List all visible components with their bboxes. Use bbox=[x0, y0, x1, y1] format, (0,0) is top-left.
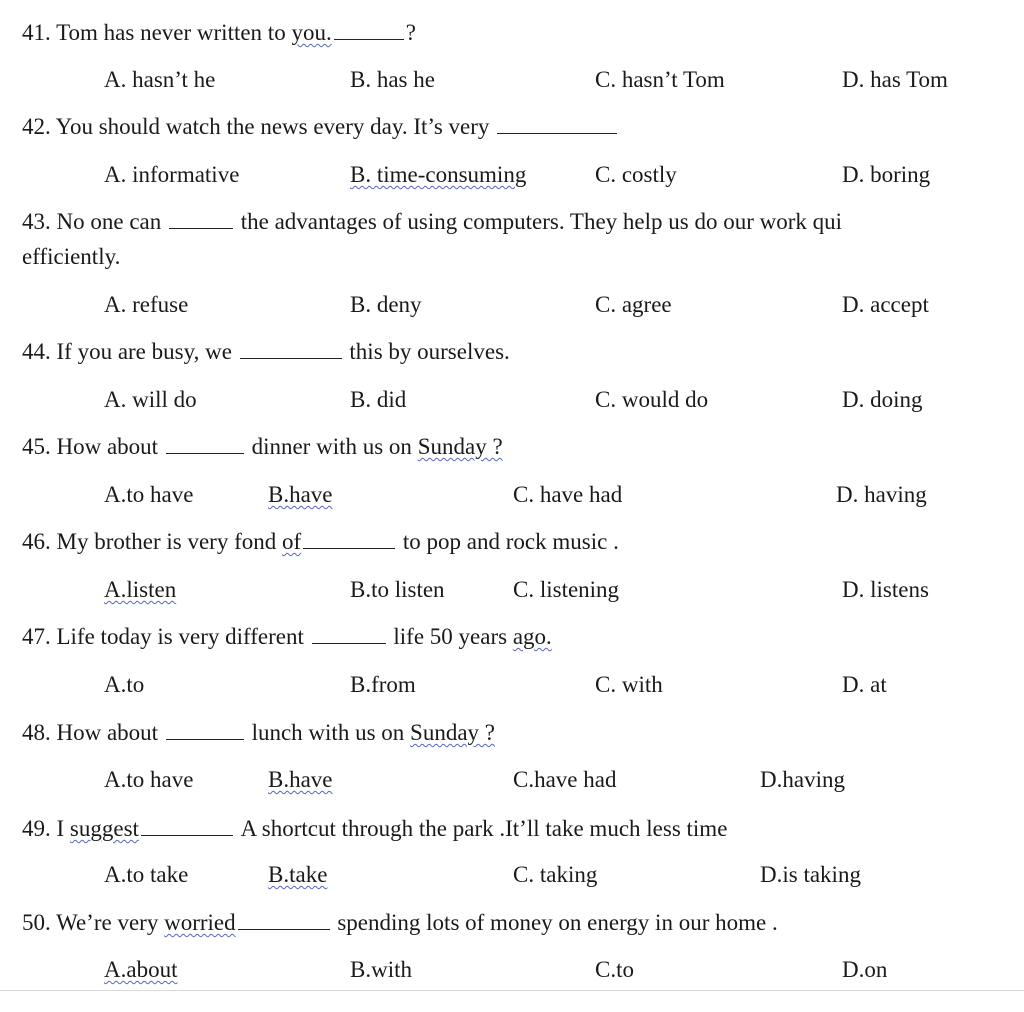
question-text: this by ourselves. bbox=[349, 339, 510, 364]
question-48 bbox=[22, 718, 495, 748]
option-d[interactable]: D.on bbox=[842, 957, 888, 982]
option-b[interactable]: B. did bbox=[350, 387, 407, 412]
option-c[interactable]: C. taking bbox=[513, 862, 598, 887]
question-42 bbox=[22, 112, 619, 142]
question-text: We’re very bbox=[56, 910, 165, 935]
option-c[interactable]: C. hasn’t Tom bbox=[595, 67, 725, 92]
question-number: 44. bbox=[22, 339, 51, 364]
option-b[interactable]: B.with bbox=[350, 957, 412, 982]
answer-blank[interactable] bbox=[166, 433, 244, 454]
option-b[interactable]: B.have bbox=[268, 767, 333, 792]
question-number: 41. bbox=[22, 20, 51, 45]
answer-blank[interactable] bbox=[141, 815, 233, 836]
question-text: dinner with us on bbox=[251, 434, 418, 459]
option-c[interactable]: C. with bbox=[595, 672, 663, 697]
question-text: worried bbox=[164, 910, 236, 935]
question-43 bbox=[22, 207, 842, 237]
question-number: 47. bbox=[22, 624, 51, 649]
option-d[interactable]: D. doing bbox=[842, 387, 923, 412]
option-d[interactable]: D. at bbox=[842, 672, 887, 697]
answer-blank[interactable] bbox=[497, 113, 617, 134]
question-text: A shortcut through the park .It’ll take much less time bbox=[240, 816, 728, 841]
question-text: Tom has never written to bbox=[56, 20, 292, 45]
question-text: My brother is very fond bbox=[56, 529, 282, 554]
question-44 bbox=[22, 337, 510, 367]
option-a[interactable]: A.to bbox=[104, 672, 145, 697]
question-number: 49. bbox=[22, 816, 51, 841]
question-49 bbox=[22, 814, 727, 844]
option-d[interactable]: D.having bbox=[760, 767, 845, 792]
option-a[interactable]: A.to take bbox=[104, 862, 189, 887]
option-b[interactable]: B.to listen bbox=[350, 577, 445, 602]
question-number: 43. bbox=[22, 209, 51, 234]
question-text: life 50 years bbox=[393, 624, 513, 649]
question-text: suggest bbox=[69, 816, 139, 841]
question-text: of bbox=[282, 529, 302, 554]
option-d[interactable]: D. having bbox=[836, 482, 927, 507]
option-a[interactable]: A.listen bbox=[104, 577, 177, 602]
option-c[interactable]: C. agree bbox=[595, 292, 672, 317]
question-45 bbox=[22, 432, 503, 462]
question-text: You should watch the news every day. It’s very bbox=[55, 114, 496, 139]
page-bottom-divider bbox=[0, 990, 1024, 991]
question-text: ago. bbox=[512, 624, 552, 649]
option-c[interactable]: C. would do bbox=[595, 387, 709, 412]
option-b[interactable]: B.from bbox=[350, 672, 416, 697]
option-c[interactable]: C.to bbox=[595, 957, 634, 982]
question-continuation: efficiently. bbox=[22, 244, 121, 269]
question-text: Sunday ? bbox=[417, 434, 503, 459]
option-d[interactable]: D.is taking bbox=[760, 862, 861, 887]
answer-blank[interactable] bbox=[169, 208, 233, 229]
option-a[interactable]: A. hasn’t he bbox=[104, 67, 216, 92]
question-text: How about bbox=[56, 720, 164, 745]
option-a[interactable]: A.about bbox=[104, 957, 178, 982]
option-d[interactable]: D. boring bbox=[842, 162, 931, 187]
question-text: you. bbox=[291, 20, 332, 45]
option-b[interactable]: B. deny bbox=[350, 292, 422, 317]
question-text: to pop and rock music . bbox=[402, 529, 619, 554]
option-d[interactable]: D. accept bbox=[842, 292, 929, 317]
answer-blank[interactable] bbox=[334, 19, 404, 40]
question-50 bbox=[22, 908, 778, 938]
answer-blank[interactable] bbox=[166, 719, 244, 740]
option-b[interactable]: B. time-consuming bbox=[350, 162, 527, 187]
option-d[interactable]: D. listens bbox=[842, 577, 929, 602]
question-47 bbox=[22, 622, 552, 652]
option-c[interactable]: C.have had bbox=[513, 767, 617, 792]
option-b[interactable]: B.take bbox=[268, 862, 328, 887]
option-a[interactable]: A. will do bbox=[104, 387, 197, 412]
option-a[interactable]: A. refuse bbox=[104, 292, 189, 317]
question-number: 45. bbox=[22, 434, 51, 459]
question-number: 48. bbox=[22, 720, 51, 745]
option-b[interactable]: B. has he bbox=[350, 67, 435, 92]
answer-blank[interactable] bbox=[240, 338, 342, 359]
question-text: Life today is very different bbox=[56, 624, 310, 649]
answer-blank[interactable] bbox=[238, 909, 330, 930]
question-text: How about bbox=[56, 434, 164, 459]
question-text: lunch with us on bbox=[251, 720, 411, 745]
option-b[interactable]: B.have bbox=[268, 482, 333, 507]
option-c[interactable]: C. have had bbox=[513, 482, 623, 507]
question-46 bbox=[22, 527, 619, 557]
question-text: No one can bbox=[56, 209, 167, 234]
answer-blank[interactable] bbox=[303, 528, 395, 549]
option-a[interactable]: A.to have bbox=[104, 482, 194, 507]
option-a[interactable]: A.to have bbox=[104, 767, 194, 792]
question-text: I bbox=[56, 816, 70, 841]
question-text: spending lots of money on energy in our home . bbox=[337, 910, 778, 935]
answer-blank[interactable] bbox=[312, 623, 386, 644]
option-c[interactable]: C. costly bbox=[595, 162, 677, 187]
question-text: ? bbox=[405, 20, 416, 45]
question-number: 50. bbox=[22, 910, 51, 935]
question-41 bbox=[22, 18, 416, 48]
option-d[interactable]: D. has Tom bbox=[842, 67, 948, 92]
option-c[interactable]: C. listening bbox=[513, 577, 620, 602]
option-a[interactable]: A. informative bbox=[104, 162, 240, 187]
question-text: If you are busy, we bbox=[56, 339, 238, 364]
question-number: 42. bbox=[22, 114, 51, 139]
question-number: 46. bbox=[22, 529, 51, 554]
question-text: Sunday ? bbox=[410, 720, 495, 745]
question-text: the advantages of using computers. They help us do our work qui bbox=[240, 209, 843, 234]
